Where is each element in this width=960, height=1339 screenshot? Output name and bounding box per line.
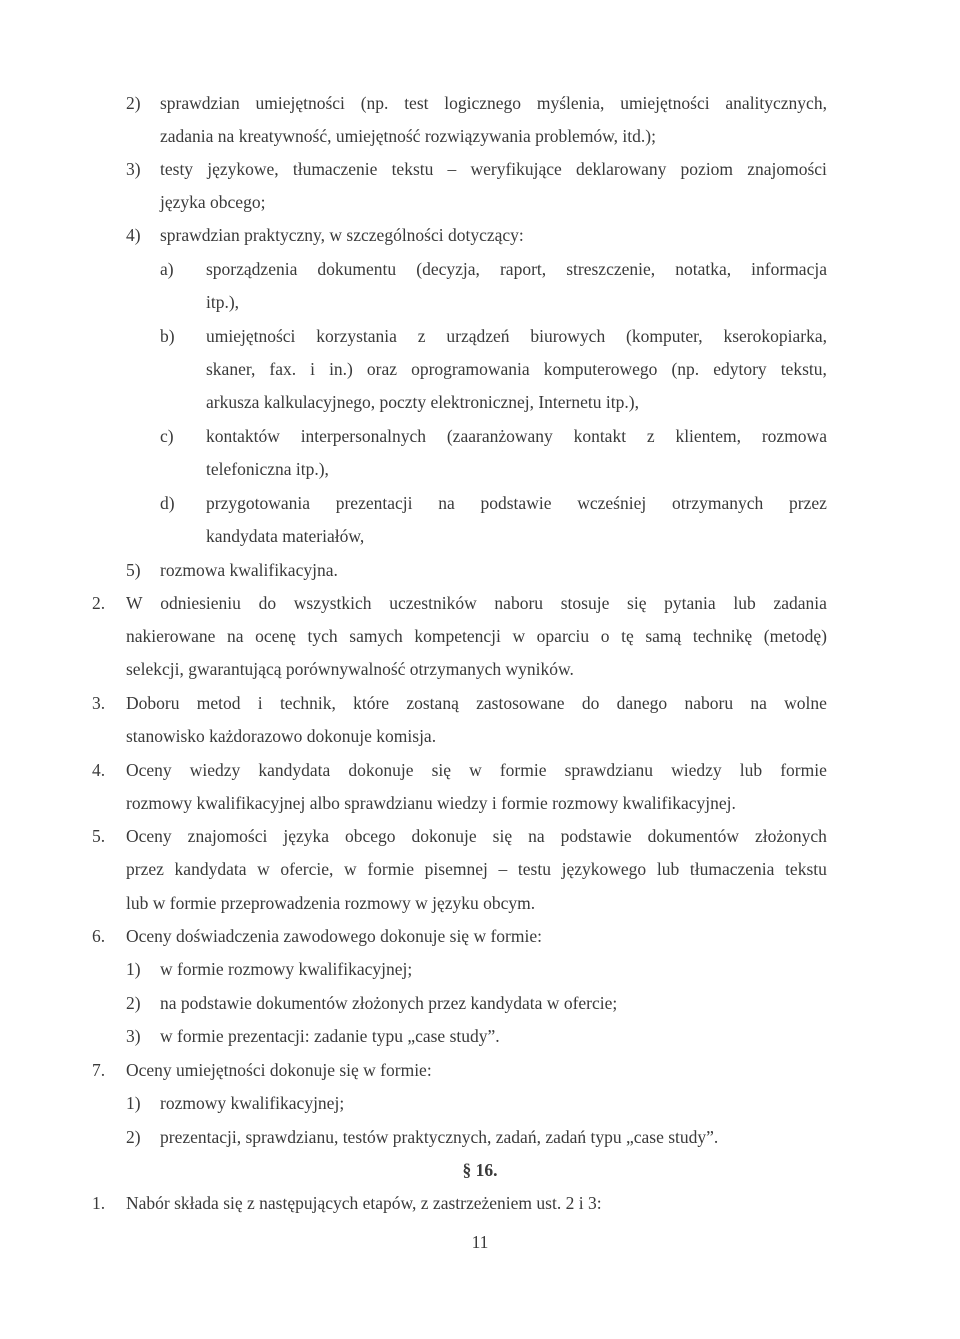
word: technikę — [692, 626, 753, 646]
word: w — [257, 859, 270, 879]
word: umiejętności — [620, 93, 710, 113]
section-number: 2. — [92, 593, 106, 613]
word: biurowych — [530, 326, 606, 346]
text-line: sprawdzian praktyczny, w szczególności dotyczący: — [160, 225, 524, 245]
word: lub — [733, 593, 756, 613]
text-line — [206, 425, 827, 447]
word: interpersonalnych — [300, 426, 427, 446]
word: złożonych — [754, 826, 827, 846]
word: z — [417, 326, 426, 346]
word: dokonuje — [348, 760, 414, 780]
text-line — [126, 625, 827, 647]
text-line — [126, 692, 827, 714]
word: metod — [196, 693, 241, 713]
word: myślenia, — [536, 93, 605, 113]
word: o — [600, 626, 610, 646]
word: kandydata — [174, 859, 247, 879]
text-line: w formie rozmowy kwalifikacyjnej; — [160, 959, 413, 979]
word: wcześniej — [577, 493, 647, 513]
word: nakierowane — [126, 626, 216, 646]
section-number: 4. — [92, 760, 106, 780]
word: poziom — [680, 159, 734, 179]
word: wiedzy — [671, 760, 722, 780]
word: sprawdzian — [160, 93, 240, 113]
word: deklarowany — [575, 159, 667, 179]
word: kontaktów — [206, 426, 280, 446]
text-line: na podstawie dokumentów złożonych przez kandydata w ofercie; — [160, 993, 618, 1013]
word: lub — [656, 859, 680, 879]
word: języka — [283, 826, 330, 846]
word: (decyzja, — [416, 259, 480, 279]
word: (komputer, — [626, 326, 703, 346]
word: komputerowego — [543, 359, 658, 379]
section-number: 7. — [92, 1060, 106, 1080]
word: się — [492, 826, 513, 846]
word: znajomości — [747, 159, 827, 179]
text-line: itp.), — [206, 292, 240, 312]
word: tekstu, — [780, 359, 827, 379]
word: wolne — [784, 693, 827, 713]
word: (metodę) — [763, 626, 827, 646]
word: lub — [739, 760, 763, 780]
word: na — [528, 826, 545, 846]
text-line — [206, 258, 827, 280]
word: i — [310, 359, 316, 379]
section-number: 3. — [92, 693, 106, 713]
word: podstawie — [480, 493, 552, 513]
word: tłumaczenie — [292, 159, 378, 179]
word: tę — [621, 626, 634, 646]
word: streszczenie, — [566, 259, 656, 279]
word: które — [353, 693, 390, 713]
text-line: rozmowa kwalifikacyjna. — [160, 560, 338, 580]
word: uczestników — [389, 593, 477, 613]
word: samą — [645, 626, 682, 646]
item-number: 2) — [126, 993, 141, 1013]
word: przez — [789, 493, 827, 513]
word: samych — [349, 626, 403, 646]
text-line: lub w formie przeprowadzenia rozmowy w języku obcym. — [126, 893, 536, 913]
word: na — [438, 493, 455, 513]
text-line: telefoniczna itp.), — [206, 459, 329, 479]
word: dokumentów — [647, 826, 739, 846]
word: sporządzenia — [206, 259, 298, 279]
text-line: stanowisko każdorazowo dokonuje komisja. — [126, 726, 437, 746]
word: Doboru — [126, 693, 180, 713]
item-number: 1) — [126, 959, 141, 979]
word: umiejętności — [255, 93, 345, 113]
word: odniesieniu — [160, 593, 241, 613]
word: logicznego — [444, 93, 522, 113]
word: testu — [517, 859, 551, 879]
word: – — [447, 159, 457, 179]
word: zastosowane — [476, 693, 565, 713]
text-line: rozmowy kwalifikacyjnej albo sprawdzianu wiedzy i formie rozmowy kwalifikacyjnej. — [126, 793, 736, 813]
text-line — [160, 158, 827, 180]
word: fax. — [269, 359, 297, 379]
word: ocenę — [255, 626, 296, 646]
text-line: prezentacji, sprawdzianu, testów praktycznych, zadań, zadań typu „case study”. — [160, 1127, 719, 1147]
word: – — [498, 859, 508, 879]
word: wszystkich — [293, 593, 372, 613]
word: naboru — [494, 593, 544, 613]
text-line: zadania na kreatywność, umiejętność rozwiązywania problemów, itd.); — [160, 126, 656, 146]
section-number: 5. — [92, 826, 106, 846]
word: edytory — [713, 359, 767, 379]
item-number: 5) — [126, 560, 141, 580]
text-line: selekcji, gwarantującą porównywalność otrzymanych wyników. — [126, 659, 574, 679]
word: się — [627, 593, 647, 613]
text-line — [206, 325, 827, 347]
sub-item-letter: d) — [160, 493, 175, 513]
word: w — [469, 760, 482, 780]
word: notatka, — [675, 259, 732, 279]
word: korzystania — [316, 326, 397, 346]
word: naboru — [684, 693, 734, 713]
word: Oceny — [126, 826, 172, 846]
word: przygotowania — [206, 493, 310, 513]
word: na — [227, 626, 244, 646]
word: (np. — [671, 359, 700, 379]
word: otrzymanych — [671, 493, 764, 513]
word: do — [581, 693, 600, 713]
word: testy — [160, 159, 194, 179]
text-line — [126, 759, 827, 781]
text-line: Nabór składa się z następujących etapów, z zastrzeżeniem ust. 2 i 3: — [126, 1193, 602, 1213]
text-line — [126, 592, 827, 614]
item-number: 3) — [126, 1026, 141, 1046]
text-line: rozmowy kwalifikacyjnej; — [160, 1093, 345, 1113]
word: przez — [126, 859, 164, 879]
word: formie — [367, 859, 414, 879]
item-number: 4) — [126, 225, 141, 245]
sub-item-letter: a) — [160, 259, 174, 279]
word: obcego — [345, 826, 396, 846]
word: tekstu — [391, 159, 434, 179]
text-line: języka obcego; — [160, 192, 266, 212]
word: dokumentu — [317, 259, 397, 279]
item-number: 2) — [126, 1127, 141, 1147]
word: ofercie, — [280, 859, 334, 879]
text-line — [126, 858, 827, 880]
word: pytania — [664, 593, 716, 613]
section-number: 6. — [92, 926, 106, 946]
word: zadania — [773, 593, 827, 613]
word: tych — [307, 626, 338, 646]
word: w — [512, 626, 526, 646]
word: językowe, — [207, 159, 279, 179]
word: W — [126, 593, 143, 613]
word: kserokopiarka, — [723, 326, 827, 346]
word: test — [404, 93, 429, 113]
word: urządzeń — [446, 326, 510, 346]
item-number: 1) — [126, 1093, 141, 1113]
text-line: arkusza kalkulacyjnego, poczty elektronicznej, Internetu itp.), — [206, 392, 639, 412]
word: zostaną — [406, 693, 459, 713]
section-number: 1. — [92, 1193, 106, 1213]
word: danego — [616, 693, 668, 713]
word: do — [258, 593, 277, 613]
word: i — [257, 693, 263, 713]
word: kompetencji — [414, 626, 501, 646]
word: kandydata — [258, 760, 331, 780]
text-line — [206, 492, 827, 514]
word: skaner, — [206, 359, 256, 379]
item-number: 3) — [126, 159, 141, 179]
word: formie — [499, 760, 547, 780]
word: oparciu — [536, 626, 590, 646]
page-number: 11 — [471, 1232, 489, 1252]
word: (np. — [360, 93, 389, 113]
word: znajomości — [187, 826, 268, 846]
text-line: Oceny umiejętności dokonuje się w formie: — [126, 1060, 432, 1080]
word: oraz — [366, 359, 398, 379]
word: tekstu — [785, 859, 827, 879]
item-number: 2) — [126, 93, 141, 113]
word: prezentacji — [335, 493, 413, 513]
word: w — [344, 859, 357, 879]
text-line — [126, 825, 827, 847]
word: na — [750, 693, 767, 713]
word: weryfikujące — [470, 159, 562, 179]
text-line: kandydata materiałów, — [206, 526, 365, 546]
text-line: Oceny doświadczenia zawodowego dokonuje się w formie: — [126, 926, 542, 946]
text-line — [160, 92, 827, 114]
word: podstawie — [560, 826, 632, 846]
sub-item-letter: c) — [160, 426, 174, 446]
word: dokonuje — [411, 826, 477, 846]
word: raport, — [499, 259, 547, 279]
word: językowego — [561, 859, 647, 879]
word: wiedzy — [189, 760, 241, 780]
word: klientem, — [675, 426, 742, 446]
word: analitycznych, — [725, 93, 827, 113]
word: stosuje — [560, 593, 610, 613]
text-line — [206, 358, 827, 380]
word: in.) — [329, 359, 353, 379]
word: oprogramowania — [411, 359, 530, 379]
word: umiejętności — [206, 326, 296, 346]
word: się — [431, 760, 452, 780]
text-line: w formie prezentacji: zadanie typu „case study”. — [160, 1026, 500, 1046]
word: pisemnej — [424, 859, 488, 879]
word: z — [646, 426, 655, 446]
sub-item-letter: b) — [160, 326, 175, 346]
word: technik, — [279, 693, 336, 713]
word: formie — [780, 760, 827, 780]
word: Oceny — [126, 760, 172, 780]
paragraph-heading: § 16. — [462, 1160, 498, 1180]
word: tłumaczenia — [689, 859, 775, 879]
word: kontakt — [573, 426, 627, 446]
word: (zaaranżowany — [446, 426, 553, 446]
word: rozmowa — [761, 426, 827, 446]
word: sprawdzianu — [564, 760, 654, 780]
word: informacja — [751, 259, 827, 279]
